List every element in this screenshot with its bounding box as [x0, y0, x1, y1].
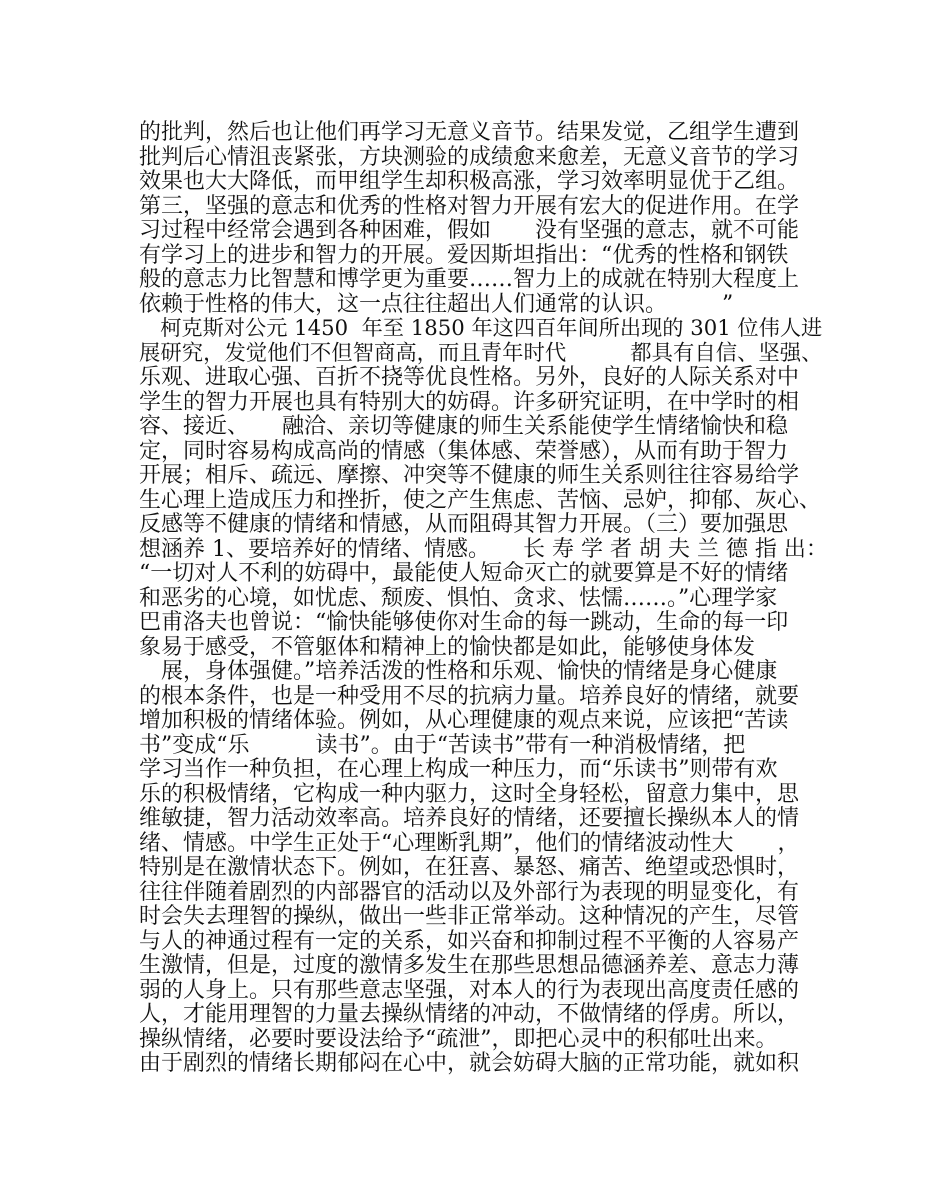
text-line: 开展；相斥、疏远、摩擦、冲突等不健康的师生关系则往往容易给学: [139, 463, 800, 488]
text-line: 象易于感受，不管躯体和精神上的愉快都是如此，能够使身体发: [139, 634, 756, 660]
text-line: 增加积极的情绪体验。例如，从心理健康的观点来说，应该把“苦读: [139, 708, 789, 733]
text-line: 依赖于性格的伟大，这一点往往超出人们通常的认识。 ”: [139, 291, 734, 317]
text-line: 反感等不健康的情绪和情感，从而阻碍其智力开展。（三）要加强思: [139, 512, 789, 537]
text-line: 想涵养 1、要培养好的情绪、情感。 长 寿 学 者 胡 夫 兰 德 指 出：: [139, 536, 828, 562]
text-line: 与人的神通过程有一定的关系，如兴奋和抑制过程不平衡的人容易产: [139, 928, 800, 954]
text-line: 书”变成“乐 读书”。由于“苦读书”带有一种消极情绪，把: [139, 732, 746, 758]
text-line: 绪、情感。中学生正处于“心理断乳期”，他们的情绪波动性大 ，: [139, 830, 800, 856]
text-line: 的根本条件，也是一种受用不尽的抗病力量。培养良好的情绪，就要: [139, 683, 800, 709]
text-line: 由于剧烈的情绪长期郁闷在心中，就会妨碍大脑的正常功能，就如积: [139, 1051, 800, 1076]
text-line: 柯克斯对公元 1450 年至 1850 年这四百年间所出现的 301 位伟人进: [139, 316, 823, 341]
text-line: 批判后心情沮丧紧张，方块测验的成绩愈来愈差，无意义音节的学习: [139, 144, 800, 170]
text-line: 人，才能用理智的力量去操纵情绪的冲动，不做情绪的俘虏。所以，: [139, 1002, 800, 1027]
text-line: 维敏捷，智力活动效率高。培养良好的情绪，还要擅长操纵本人的情: [139, 806, 800, 831]
text-line: 习过程中经常会遇到各种困难，假如 没有坚强的意志，就不可能: [139, 218, 800, 243]
text-line: 效果也大大降低，而甲组学生却积极高涨，学习效率明显优于乙组。: [139, 169, 800, 194]
text-line: 巴甫洛夫也曾说：“愉快能够使你对生命的每一跳动，生命的每一印: [139, 610, 789, 635]
text-line: 展，身体强健。”培养活泼的性格和乐观、愉快的情绪是身心健康: [139, 659, 778, 684]
text-line: 乐的积极情绪，它构成一种内驱力，这时全身轻松，留意力集中，思: [139, 781, 800, 807]
body-text: [139, 121, 829, 1077]
text-line: 的批判，然后也让他们再学习无意义音节。结果发觉，乙组学生遭到: [139, 120, 800, 145]
text-line: 容、接近、 融洽、亲切等健康的师生关系能使学生情绪愉快和稳: [139, 414, 789, 439]
text-line: 操纵情绪，必要时要设法给予“疏泄”，即把心灵中的积郁吐出来。: [139, 1026, 778, 1052]
text-line: 和恶劣的心境，如忧虑、颓废、惧怕、贪求、怯懦……。”心理学家: [139, 585, 778, 611]
text-line: 定，同时容易构成高尚的情感（集体感、荣誉感），从而有助于智力: [139, 438, 789, 464]
text-line: 生心理上造成压力和挫折，使之产生焦虑、苦恼、忌妒，抑郁、灰心、: [139, 487, 822, 513]
text-line: 特别是在激情状态下。例如，在狂喜、暴怒、痛苦、绝望或恐惧时，: [139, 855, 800, 880]
text-line: 弱的人身上。只有那些意志坚强，对本人的行为表现出高度责任感的: [139, 977, 800, 1003]
text-line: 乐观、进取心强、百折不挠等优良性格。另外，良好的人际关系对中: [139, 365, 800, 390]
text-line: 般的意志力比智慧和博学更为重要……智力上的成就在特别大程度上: [139, 267, 800, 292]
text-line: 第三，坚强的意志和优秀的性格对智力开展有宏大的促进作用。在学: [139, 193, 800, 219]
text-line: 生激情，但是，过度的激情多发生在那些思想品德涵养差、意志力薄: [139, 953, 800, 978]
text-line: 学生的智力开展也具有特别大的妨碍。许多研究证明，在中学时的相: [139, 389, 800, 415]
text-line: 时会失去理智的操纵，做出一些非正常举动。这种情况的产生，尽管: [139, 904, 800, 929]
text-line: 有学习上的进步和智力的开展。爱因斯坦指出：“优秀的性格和钢铁: [139, 242, 789, 268]
text-line: “一切对人不利的妨碍中，最能使人短命灭亡的就要算是不好的情绪: [139, 561, 789, 586]
text-line: 展研究，发觉他们不但智商高，而且青年时代 都具有自信、坚强、: [139, 340, 823, 366]
text-line: 学习当作一种负担，在心理上构成一种压力，而“乐读书”则带有欢: [139, 757, 778, 782]
text-line: 往往伴随着剧烈的内部器官的活动以及外部行为表现的明显变化，有: [139, 879, 800, 905]
